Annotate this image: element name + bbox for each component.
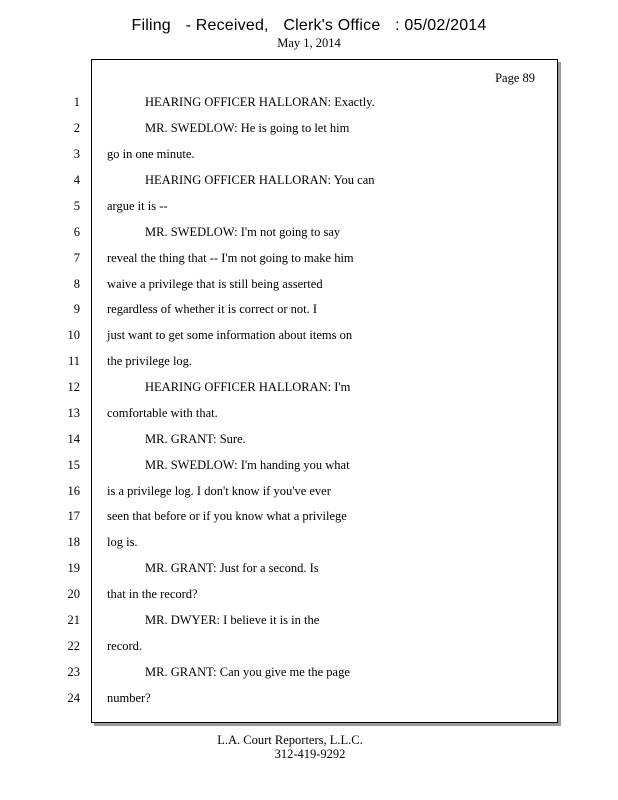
line-number: 3 — [73, 147, 80, 161]
line-number: 13 — [67, 406, 80, 420]
court-reporter-phone: 312-419-9292 — [274, 747, 346, 761]
line-number: 7 — [73, 251, 80, 265]
transcript-line: MR. GRANT: Just for a second. Is — [145, 561, 319, 575]
line-number: 20 — [67, 587, 80, 601]
transcript-line: log is. — [107, 535, 138, 549]
transcript-line: go in one minute. — [107, 147, 195, 161]
line-number: 23 — [67, 665, 80, 679]
filing-stamp-header — [0, 17, 618, 35]
line-number: 17 — [67, 509, 80, 523]
line-number: 19 — [67, 561, 80, 575]
transcript-line: MR. SWEDLOW: I'm not going to say — [145, 225, 341, 239]
transcript-line: MR. SWEDLOW: He is going to let him — [145, 121, 350, 135]
line-number: 5 — [73, 199, 80, 213]
line-number: 15 — [67, 458, 80, 472]
transcript-line: argue it is -- — [107, 199, 168, 213]
transcript-line: that in the record? — [107, 587, 198, 601]
line-number: 6 — [73, 225, 80, 239]
transcript-line: MR. GRANT: Sure. — [145, 432, 246, 446]
transcript-line: HEARING OFFICER HALLORAN: I'm — [145, 380, 351, 394]
court-reporter-name: L.A. Court Reporters, L.L.C. — [217, 733, 363, 747]
line-number: 18 — [67, 535, 80, 549]
line-number: 21 — [67, 613, 80, 627]
transcript-line: number? — [107, 691, 151, 705]
line-number: 4 — [73, 173, 80, 187]
line-number: 8 — [73, 277, 80, 291]
hearing-date: May 1, 2014 — [277, 36, 341, 50]
transcript-line: record. — [107, 639, 143, 653]
transcript-line: MR. SWEDLOW: I'm handing you what — [145, 458, 350, 472]
transcript-line: regardless of whether it is correct or not. I — [107, 302, 317, 316]
line-number: 22 — [67, 639, 80, 653]
received-label: - Received, — [185, 17, 269, 34]
filing-label: Filing — [131, 17, 171, 34]
transcript-line: seen that before or if you know what a privilege — [107, 509, 347, 523]
line-number: 14 — [67, 432, 80, 446]
line-number: 9 — [73, 302, 80, 316]
transcript-line: is a privilege log. I don't know if you've ever — [107, 484, 331, 498]
line-number: 24 — [67, 691, 80, 705]
page-number: Page 89 — [495, 71, 535, 85]
transcript-line: MR. GRANT: Can you give me the page — [145, 665, 350, 679]
transcript-line: comfortable with that. — [107, 406, 218, 420]
line-number: 16 — [67, 484, 80, 498]
transcript-line: waive a privilege that is still being asserted — [107, 277, 323, 291]
line-number: 12 — [67, 380, 80, 394]
transcript-line: the privilege log. — [107, 354, 193, 368]
line-number: 1 — [73, 95, 80, 109]
transcript-line: reveal the thing that -- I'm not going to make him — [107, 251, 354, 265]
transcript-line: just want to get some information about items on — [107, 328, 353, 342]
line-number: 10 — [67, 328, 80, 342]
transcript-line: HEARING OFFICER HALLORAN: You can — [145, 173, 375, 187]
transcript-line: MR. DWYER: I believe it is in the — [145, 613, 320, 627]
transcript-line: HEARING OFFICER HALLORAN: Exactly. — [145, 95, 375, 109]
line-number: 2 — [73, 121, 80, 135]
line-number: 11 — [67, 354, 80, 368]
clerks-office-label: Clerk's Office — [283, 17, 381, 34]
filing-date: : 05/02/2014 — [395, 17, 487, 34]
